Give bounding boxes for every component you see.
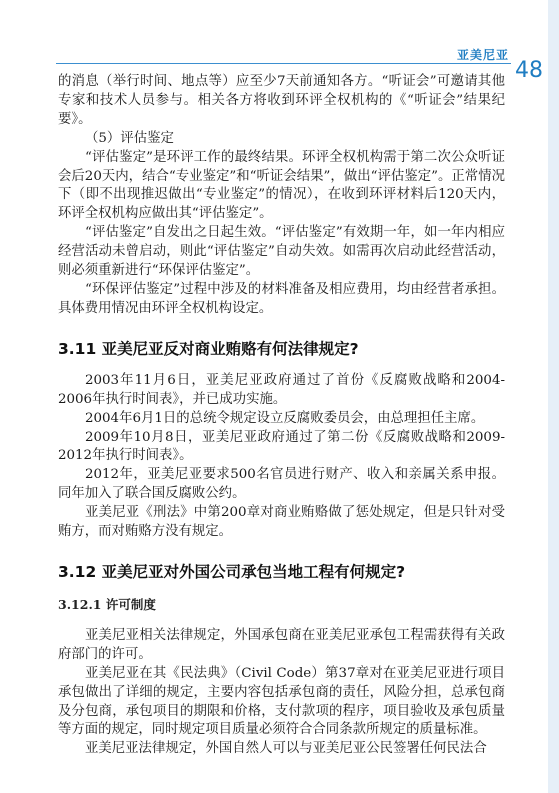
paragraph: 的消息（举行时间、地点等）应至少7天前通知各方。“听证会”可邀请其他专家和技术人员参与。相关各方将收到环评全权机构的《“听证会”结果纪要》。	[58, 74, 505, 127]
running-header-title: 亚美尼亚	[456, 48, 509, 62]
paragraph: 2009年10月8日，亚美尼亚政府通过了第二份《反腐败战略和2009-2012年执行时间表》。	[58, 429, 505, 464]
header-rule	[56, 63, 511, 64]
subsection-heading-3-12-1: 3.12.1 许可制度	[58, 596, 156, 612]
paragraph: 亚美尼亚在其《民法典》（Civil Code）第37章对在亚美尼亚进行项目承包做出了详细的规定，主要内容包括承包商的责任，风险分担，总承包商及分包商，承包项目的期限和价格，支付款项的程序，项目验收及承包质量等方面的规定，同时规定项目质量必须符合合同条款所规定的质量标准。	[58, 665, 505, 738]
paragraph: 亚美尼亚相关法律规定，外国承包商在亚美尼亚承包工程需获得有关政府部门的许可。	[58, 627, 505, 662]
paragraph: 2003年11月6日，亚美尼亚政府通过了首份《反腐败战略和2004-2006年执行时间表》，并已成功实施。	[58, 372, 505, 407]
paragraph: “环保评估鉴定”过程中涉及的材料准备及相应费用，均由经营者承担。具体费用情况由环评全权机构设定。	[58, 281, 505, 316]
page-number: 48	[515, 58, 543, 83]
section-heading-3-12: 3.12 亚美尼亚对外国公司承包当地工程有何规定?	[58, 562, 406, 581]
subsection-label: （5）评估鉴定	[85, 130, 174, 146]
section-heading-3-11: 3.11 亚美尼亚反对商业贿赂有何法律规定?	[58, 339, 359, 358]
paragraph: 2004年6月1日的总统令规定设立反腐败委员会，由总理担任主席。	[85, 410, 485, 426]
paragraph: 亚美尼亚法律规定，外国自然人可以与亚美尼亚公民签署任何民法合	[85, 741, 487, 757]
paragraph: 亚美尼亚《刑法》中第200章对商业贿赂做了惩处规定，但是只针对受贿方，而对贿赂方没有规定。	[58, 505, 505, 540]
paragraph: “评估鉴定”是环评工作的最终结果。环评全权机构需于第二次公众听证会后20天内，结合“专业鉴定”和“听证会结果”，做出“评估鉴定”。正常情况下（即不出现推迟做出“专业鉴定”的情况），在收到环评材料后120天内，环评全权机构应做出其“评估鉴定”。	[58, 149, 505, 222]
page-body	[58, 73, 505, 759]
page-header	[0, 0, 559, 83]
paragraph: “评估鉴定”自发出之日起生效。“评估鉴定”有效期一年，如一年内相应经营活动未曾启动，则此“评估鉴定”自动失效。如需再次启动此经营活动，则必须重新进行“环保评估鉴定”。	[58, 225, 505, 279]
page-edge-band	[548, 0, 559, 793]
paragraph: 2012年，亚美尼亚要求500名官员进行财产、收入和亲属关系申报。同年加入了联合国反腐败公约。	[58, 467, 505, 502]
